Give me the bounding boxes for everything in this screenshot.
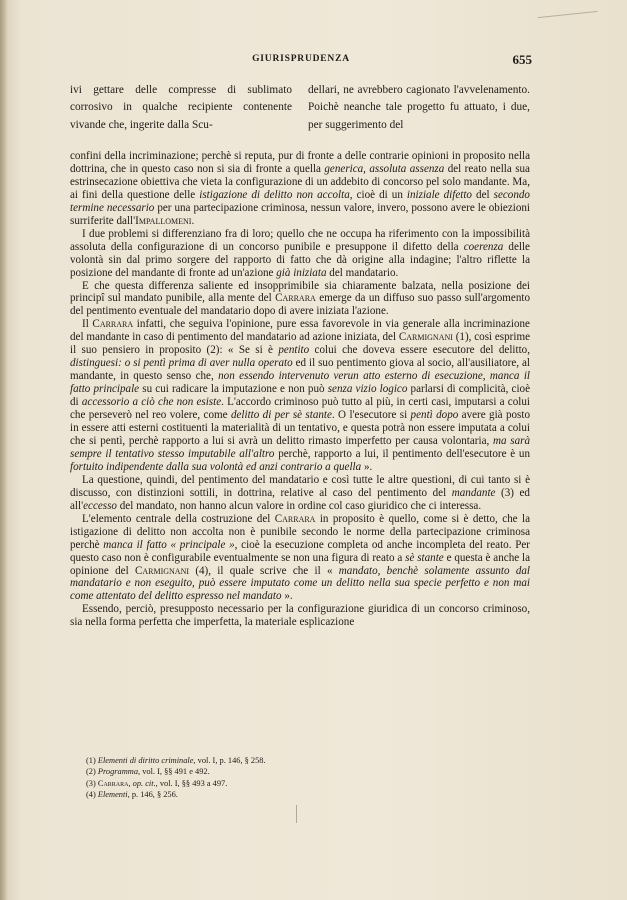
paragraph-1: confini della incriminazione; perchè si reputa, pur di fronte a delle contrarie opinioni in proposito nella dottrina, che in questo caso non si sia di fronte a quella generica, assoluta assenza del reato nella sua estrinsecazione obiettiva che vieta la configurazione di un addebito di concorso pel solo mandante. Ma, ai fini della questione delle istigazione di delitto non accolta, cioè di un iniziale difetto del secondo termine necessario per una partecipazione criminosa, nessun valore, invero, possono avere le obiezioni surriferite dall'Impallomeni. xyxy=(70,150,531,227)
author-name: Carmignani xyxy=(134,564,190,577)
paragraph-7: Essendo, perciò, presupposto necessario per la configurazione giuridica di un concorso criminoso, sia nella forma perfetta che imperfetta, la materiale esplicazione xyxy=(70,603,530,629)
scratch-mark xyxy=(296,805,297,823)
paragraph-3: E che questa differenza saliente ed insopprimibile sia chiaramente balzata, nella posizione dei principî sul mandato punibile, alla mente del Carrara emerge da un diffuso suo passo sull'argomento del pentimento eventuale del mandatario dopo di avere iniziata l'azione. xyxy=(70,279,531,318)
italic-span: istigazione di delitto non accolta xyxy=(199,188,350,201)
italic-span: distinguesi: o si pentì prima di aver nulla operato xyxy=(70,357,293,370)
author-name: Carrara xyxy=(97,778,129,788)
italic-span: Elementi di diritto criminale xyxy=(97,756,194,765)
italic-span: accessorio a ciò che non esiste xyxy=(81,396,222,409)
two-column-excerpt xyxy=(70,82,530,142)
main-text xyxy=(70,150,530,629)
paragraph-4: Il Carrara infatti, che seguiva l'opinione, pure essa favorevole in via generale alla incriminazione del mandante in caso di pentimento del mandatario ad azione iniziata, del Carmignani (1), così esprime il suo pensiero in proposito (2): « Se si è pentito colui che doveva essere esecutore del delitto, distinguesi: o si pentì prima di aver nulla operato ed il suo pentimento giova al socio, all'ausiliatore, al mandante, in questo senso che, non essendo intervenuto verun atto esterno di esecuzione, manca il fatto principale su cui radicare la imputazione e non può senza vizio logico parlarsi di complicità, cioè di accessorio a ciò che non esiste. L'accordo criminoso può tutto al più, in certi casi, imputarsi a colui che perseverò nel reo volere, come delitto di per sè stante. O l'esecutore si pentì dopo avere già posto in essere atti esterni costituenti la materialità di un tentativo, e questa potrà non essere imputata a colui che si pentì, perchè rapporto a lui si avrà un delitto rimasto imperfetto per causa volontaria, ma sarà sempre il tentativo stesso imputabile all'altro perchè, rapporto a lui, il pentimento dell'esecutore è un fortuito indipendente dalla sua volontà ed anzi contrario a quella ». xyxy=(70,318,530,473)
italic-span: coerenza xyxy=(463,240,504,253)
italic-span: non essendo intervenuto verun atto esterno di esecuzione, manca il fatto principale xyxy=(70,370,530,396)
right-column-text: dellari, ne avrebbero cagionato l'avvelenamento. Poichè neanche tale progetto fu attuato, i due, per suggerimento del xyxy=(308,84,530,131)
italic-span: pentito xyxy=(278,344,310,357)
author-name: Carrara xyxy=(275,292,316,305)
italic-span: Elementi xyxy=(97,790,128,800)
author-name: Carmignani xyxy=(398,331,453,344)
author-name: Carrara xyxy=(92,318,134,331)
italic-span: mandato, benchè solamente assunto dal mandatario e non eseguito, può essere imputato come un delitto nella sua specie perfetto e non mai come attentato del delitto espresso nel mandato xyxy=(70,564,531,603)
italic-span: delitto di per sè stante xyxy=(230,409,332,422)
italic-span: op. cit. xyxy=(132,778,156,788)
page-corner-mark xyxy=(536,0,597,18)
footnotes xyxy=(86,755,506,801)
italic-span: iniziale difetto xyxy=(406,188,472,201)
italic-span: fortuito indipendente dalla sua volontà ed anzi contrario a quella xyxy=(70,460,362,473)
footnote-1: (1) Elementi di diritto criminale, vol. I, p. 146, § 258. xyxy=(86,756,266,765)
italic-span: Programma xyxy=(97,767,139,777)
italic-span: ma sarà sempre il tentativo stesso imputabile all'altro xyxy=(70,434,530,460)
paragraph-2: I due problemi si differenziano fra di loro; quello che ne occupa ha riferimento con la impossibilità assoluta della configurazione di un concorso punibile e presuppone il difetto della coerenza delle volontà sin dal primo sorgere del rapporto di fatto che dà origine alla indagine; l'altro riflette la posizione del mandante di fronte ad un'azione già iniziata del mandatario. xyxy=(70,227,530,279)
paragraph-6: L'elemento centrale della costruzione del Carrara in proposito è quello, come si è detto, che la istigazione di delitto non accolta non è punibile secondo le norme della partecipazione criminosa perchè manca il fatto « principale », cioè la esecuzione completa od anche incompleta del reato. Per questo caso non è configurabile eventualmente se non una figura di reato a sè stante e questa è anche la opinione del Carmignani (4), il quale scrive che il « mandato, benchè solamente assunto dal mandatario e non eseguito, può essere imputato come un delitto nella sua specie perfetto e non mai come attentato del delitto espresso nel mandato ». xyxy=(70,512,531,603)
italic-span: eccesso xyxy=(83,499,117,512)
author-name: Carrara xyxy=(274,512,316,525)
footnote-3: (3) Carrara, op. cit., vol. I, §§ 493 a 497. xyxy=(86,778,228,788)
author-name: Impallomeni xyxy=(135,214,192,227)
page-header xyxy=(70,52,532,68)
footnote-4: (4) Elementi, p. 146, § 256. xyxy=(86,790,178,800)
paragraph-5: La questione, quindi, del pentimento del mandatario e così tutte le altre questioni, di cui tanto si è discusso, con distinzioni sottili, in dottrina, relative al caso del pentimento del mandante (3) ed all'eccesso del mandato, non hanno alcun valore in ordine col caso giuridico che ci interessa. xyxy=(70,473,530,512)
binding-shadow xyxy=(0,0,8,900)
italic-span: manca il fatto « principale » xyxy=(103,538,235,551)
page-number: 655 xyxy=(512,52,532,67)
italic-span: generica, assoluta assenza xyxy=(324,162,445,175)
italic-span: secondo termine necessario xyxy=(70,188,530,214)
footnote-2: (2) Programma, vol. I, §§ 491 e 492. xyxy=(86,767,210,777)
italic-span: già iniziata xyxy=(276,266,327,279)
italic-span: sè stante xyxy=(405,551,444,564)
italic-span: senza vizio logico xyxy=(327,383,408,396)
italic-span: pentì dopo xyxy=(410,409,459,422)
left-column-text: ivi gettare delle compresse di sublimato corrosivo in qualche recipiente contenente vivande che, ingerite dalla Scu- xyxy=(70,84,292,131)
italic-span: mandante xyxy=(451,486,496,499)
running-head: GIURISPRUDENZA xyxy=(252,54,350,64)
